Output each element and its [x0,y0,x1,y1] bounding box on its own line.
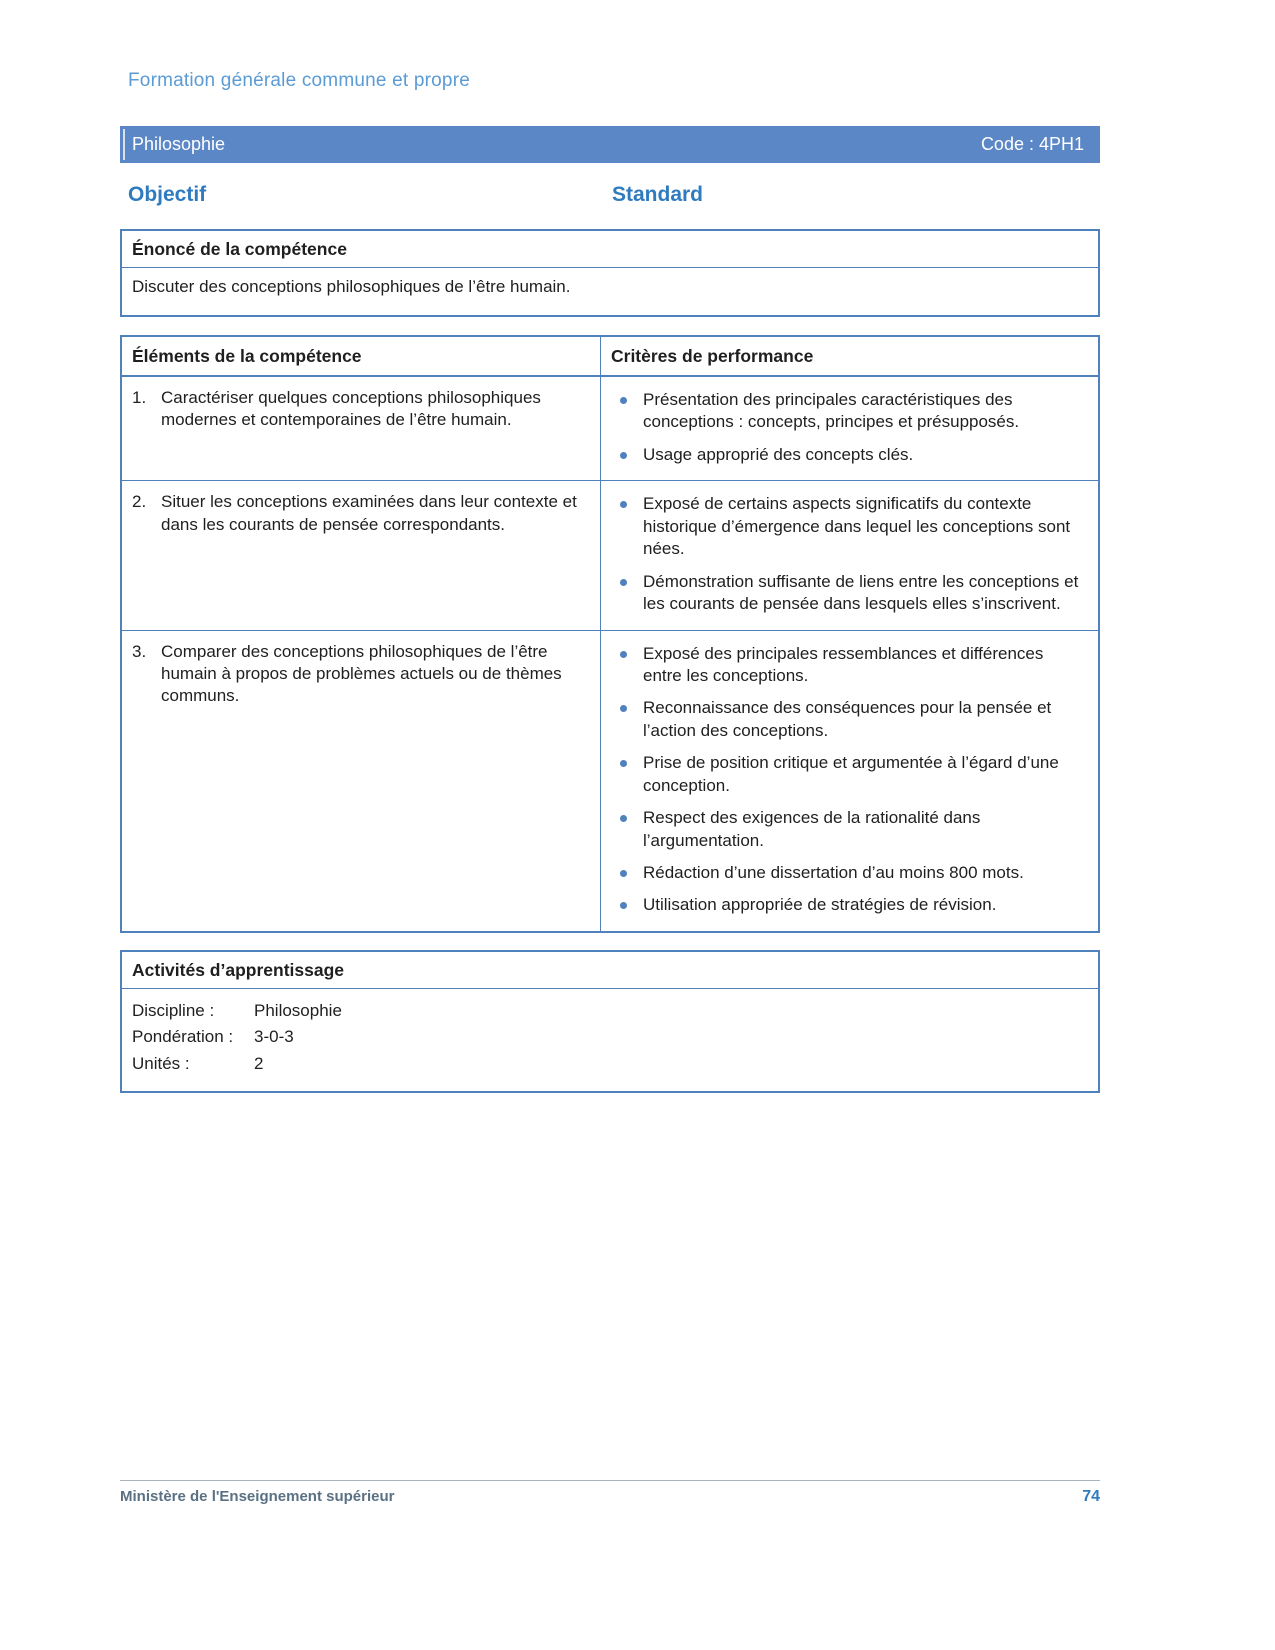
section-label: Formation générale commune et propre [128,70,470,91]
criteria-cell [600,631,1098,931]
element-number: 2. [132,492,147,512]
table-row [122,630,1098,931]
banner-course-title: Philosophie [132,134,226,154]
activites-field [132,998,1086,1024]
activites-field [132,1024,1086,1050]
critere-item: Respect des exigences de la rationalité dans l’argumentation. [611,807,1084,852]
field-value: Philosophie [254,1000,342,1020]
element-item [132,387,586,432]
enonce-title: Énoncé de la compétence [122,231,1098,268]
element-cell [122,631,600,931]
banner-accent-line [123,129,125,160]
page-content [120,0,1100,1093]
critere-item: Reconnaissance des conséquences pour la pensée et l’action des conceptions. [611,697,1084,742]
activites-box [120,950,1100,1093]
table-row [122,480,1098,629]
activites-title: Activités d’apprentissage [122,952,1098,989]
footer-page-number: 74 [1082,1488,1100,1505]
objectif-heading: Objectif [128,183,207,206]
field-label: Discipline : [132,1000,215,1020]
page-footer [120,1480,1100,1506]
field-value: 2 [254,1053,264,1073]
critere-item: Rédaction d’une dissertation d’au moins 800 mots. [611,862,1084,884]
critere-item: Démonstration suffisante de liens entre les conceptions et les courants de pensée dans lesquels elles s’inscrivent. [611,571,1084,616]
critere-item: Présentation des principales caractéristiques des conceptions : concepts, principes et présupposés. [611,389,1084,434]
footer-ministry-label: Ministère de l'Enseignement supérieur [120,1488,395,1505]
critere-item: Exposé de certains aspects significatifs du contexte historique d’émergence dans lequel les conceptions sont nées. [611,493,1084,560]
competence-table [120,335,1100,933]
field-label: Pondération : [132,1027,234,1047]
enonce-body-container [122,268,1098,315]
element-text: Comparer des conceptions philosophiques de l’être humain à propos de problèmes actuels ou de thèmes communs. [161,641,562,706]
critere-item: Usage approprié des concepts clés. [611,444,1084,466]
element-text: Situer les conceptions examinées dans leur contexte et dans les courants de pensée correspondants. [161,492,577,534]
element-item [132,491,586,536]
criteria-cell [600,481,1098,629]
elements-column-header: Éléments de la compétence [132,345,362,366]
element-cell [122,481,600,629]
standard-heading: Standard [612,183,704,206]
criteria-cell [600,377,1098,480]
element-number: 3. [132,641,147,661]
enonce-body-text: Discuter des conceptions philosophiques de l’être humain. [132,277,571,296]
critere-item: Utilisation appropriée de stratégies de révision. [611,894,1084,916]
activites-body [122,989,1098,1091]
element-cell [122,377,600,480]
element-number: 1. [132,388,147,408]
critere-item: Prise de position critique et argumentée à l’égard d’une conception. [611,752,1084,797]
banner-course-code: Code : 4PH1 [980,134,1084,154]
table-row [122,376,1098,480]
criteria-list [611,643,1084,917]
enonce-box [120,229,1100,317]
criteria-list [611,389,1084,466]
criteria-list [611,493,1084,615]
field-value: 3-0-3 [254,1027,294,1047]
element-item [132,641,586,708]
field-label: Unités : [132,1053,190,1073]
critere-item: Exposé des principales ressemblances et différences entre les conceptions. [611,643,1084,688]
activites-field [132,1051,1086,1077]
column-headings [128,183,1100,207]
element-text: Caractériser quelques conceptions philosophiques modernes et contemporaines de l’être humain. [161,388,541,430]
course-banner [120,126,1100,163]
competence-table-header-row [122,337,1098,376]
criteres-column-header: Critères de performance [600,337,1098,375]
